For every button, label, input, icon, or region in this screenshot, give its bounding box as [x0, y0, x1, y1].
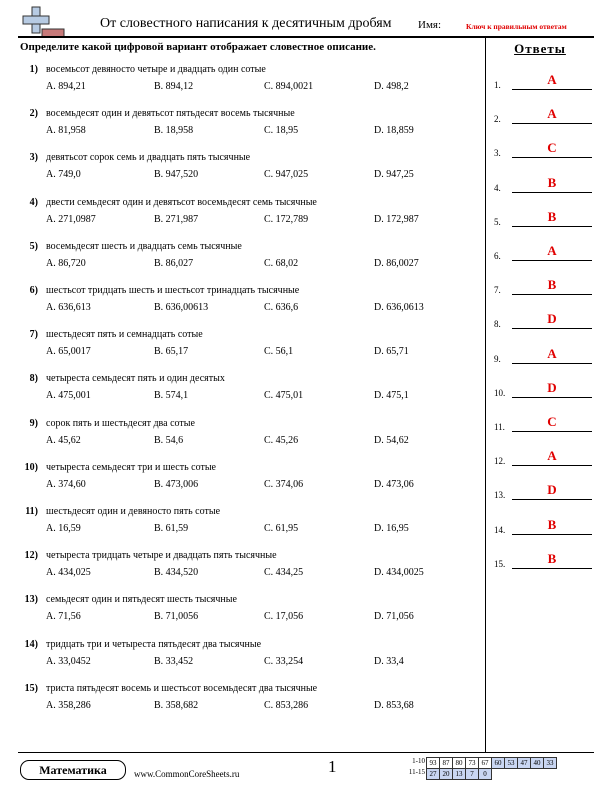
name-label: Имя:: [418, 19, 442, 31]
answer-option: B. 18,958: [154, 125, 194, 137]
question-text: восемьдесят шесть и двадцать семь тысячные: [46, 240, 242, 252]
answer-option: B. 271,987: [154, 213, 199, 225]
answer-option: C. 172,789: [264, 213, 309, 225]
score-cell: 60: [491, 757, 505, 769]
score-row-label: 11-15: [408, 768, 425, 776]
answer-option: B. 33,452: [154, 655, 194, 667]
answer-letter: B: [547, 516, 557, 532]
answer-number: 15.: [494, 558, 506, 569]
answer-option: B. 71,0056: [154, 611, 199, 623]
score-cell: 53: [504, 757, 518, 769]
score-cell: 87: [439, 757, 453, 769]
question-text: четыреста семьдесят три и шесть сотые: [46, 461, 216, 473]
answer-number: 3.: [494, 148, 501, 159]
answer-option: C. 68,02: [264, 257, 299, 269]
answer-number: 2.: [494, 114, 501, 125]
answer-letter: A: [547, 106, 557, 122]
question-item: [20, 285, 480, 325]
question-number: 4): [29, 196, 38, 208]
answer-letter: C: [547, 414, 557, 429]
answer-option: B. 358,682: [154, 699, 199, 711]
question-number: 8): [29, 373, 38, 385]
question-item: [20, 241, 480, 281]
score-row-label: 1-10: [412, 757, 425, 765]
answer-option: D. 636,0613: [374, 302, 424, 313]
question-text: восемьдесят один и девятьсот пятьдесят восемь тысячные: [46, 108, 295, 120]
answer-option: B. 61,59: [154, 523, 189, 534]
brand-badge: Математика: [20, 760, 126, 780]
answer-letter: B: [547, 550, 557, 566]
answers-title: Ответы: [514, 41, 566, 56]
answer-option: D. 434,0025: [374, 567, 424, 579]
answer-line: [512, 431, 592, 432]
score-cell: 7: [465, 768, 479, 780]
answer-option: A. 749,0: [46, 169, 81, 181]
score-cells: [427, 768, 492, 780]
answer-number: 10.: [494, 387, 506, 398]
answer-letter: B: [547, 208, 557, 224]
answer-option: A. 16,59: [46, 523, 81, 534]
answer-letter: D: [547, 311, 557, 327]
answer-option: C. 475,01: [264, 390, 304, 402]
question-item: [20, 506, 480, 546]
answer-slot: [494, 543, 594, 577]
answer-number: 7.: [494, 285, 501, 296]
answer-option: D. 172,987: [374, 213, 419, 225]
answer-option: C. 636,6: [264, 302, 299, 313]
question-number: 11): [25, 506, 38, 517]
answer-option: C. 853,286: [264, 699, 309, 711]
answer-option: A. 358,286: [46, 699, 91, 711]
answer-slot: [494, 338, 594, 372]
answer-line: [512, 192, 592, 193]
answer-option: A. 636,613: [46, 302, 91, 313]
site-url: www.CommonCoreSheets.ru: [134, 769, 240, 779]
answer-option: D. 16,95: [374, 523, 409, 534]
question-number: 1): [29, 64, 38, 75]
score-cell: 20: [439, 768, 453, 780]
question-number: 3): [29, 152, 38, 164]
question-text: семьдесят один и пятьдесят шесть тысячные: [46, 594, 237, 606]
answer-slot: [494, 64, 594, 98]
question-number: 7): [29, 329, 38, 341]
answer-line: [512, 123, 592, 124]
answer-option: C. 894,0021: [264, 81, 314, 92]
answer-option: C. 56,1: [264, 346, 294, 358]
score-cell: 80: [452, 757, 466, 769]
instructions: Определите какой цифровой вариант отображает словестное описание.: [20, 41, 376, 53]
question-item: [20, 462, 480, 502]
answer-option: B. 947,520: [154, 169, 199, 181]
answer-slot: [494, 269, 594, 303]
answer-option: D. 18,859: [374, 125, 414, 137]
answer-option: C. 947,025: [264, 169, 309, 181]
answer-slot: [494, 235, 594, 269]
question-number: 6): [29, 285, 38, 296]
answer-number: 4.: [494, 182, 501, 193]
answer-option: B. 434,520: [154, 567, 199, 579]
question-text: четыреста семьдесят пять и один десятых: [46, 373, 225, 385]
answer-option: D. 65,71: [374, 346, 409, 358]
question-number: 12): [24, 550, 38, 562]
answer-option: D. 853,68: [374, 699, 414, 711]
answer-option: C. 33,254: [264, 655, 304, 667]
answer-option: B. 65,17: [154, 346, 189, 358]
question-item: [20, 152, 480, 192]
question-item: [20, 683, 480, 723]
question-number: 9): [29, 417, 38, 429]
score-cell: 73: [465, 757, 479, 769]
answer-option: A. 86,720: [46, 257, 86, 269]
question-text: сорок пять и шестьдесят два сотые: [46, 417, 195, 429]
answer-slot: [494, 98, 594, 132]
answer-letter: D: [547, 482, 557, 498]
page-title: От словестного написания к десятичным дробям: [100, 16, 392, 31]
score-cell: 0: [478, 768, 492, 780]
answer-line: [512, 226, 592, 227]
answer-option: D. 33,4: [374, 655, 404, 667]
question-text: шестьсот тридцать шесть и шестьсот тринадцать тысячные: [46, 285, 300, 296]
answer-slot: [494, 167, 594, 201]
question-text: четыреста тридцать четыре и двадцать пять тысячные: [46, 550, 277, 562]
answer-option: B. 894,12: [154, 81, 194, 92]
answer-line: [512, 157, 592, 158]
answer-number: 9.: [494, 353, 501, 364]
answer-line: [512, 294, 592, 295]
answer-option: D. 475,1: [374, 390, 409, 402]
answer-option: A. 271,0987: [46, 213, 96, 225]
answer-slot: [494, 201, 594, 235]
answer-slot: [494, 474, 594, 508]
answer-option: C. 434,25: [264, 567, 304, 579]
answer-option: D. 71,056: [374, 611, 414, 623]
question-item: [20, 594, 480, 634]
answer-slot: [494, 132, 594, 166]
question-number: 5): [29, 240, 38, 252]
answer-option: D. 86,0027: [374, 257, 419, 269]
answer-line: [512, 260, 592, 261]
answer-option: D. 947,25: [374, 169, 414, 181]
answer-number: 12.: [494, 456, 506, 467]
question-number: 13): [24, 594, 38, 606]
answer-option: C. 45,26: [264, 434, 299, 446]
question-item: [20, 639, 480, 679]
answer-line: [512, 534, 592, 535]
answer-option: B. 636,00613: [154, 302, 209, 313]
answer-slot: [494, 406, 594, 440]
question-text: девятьсот сорок семь и двадцать пять тысячные: [46, 152, 251, 164]
answers-column-divider: [485, 36, 486, 752]
answer-number: 8.: [494, 319, 501, 330]
score-cell: 93: [426, 757, 440, 769]
question-text: тридцать три и четыреста пятьдесят два тысячные: [46, 638, 262, 650]
question-text: триста пятьдесят восемь и шестьсот восемьдесят два тысячные: [46, 682, 318, 694]
answer-letter: B: [547, 174, 557, 190]
answer-number: 1.: [494, 80, 501, 90]
answer-line: [512, 568, 592, 569]
question-item: [20, 197, 480, 237]
answer-line: [512, 328, 592, 329]
answer-slot: [494, 303, 594, 337]
answer-letter: D: [547, 379, 557, 395]
score-cell: 40: [530, 757, 544, 769]
answer-letter: A: [547, 72, 557, 87]
question-item: [20, 418, 480, 458]
answer-option: A. 475,001: [46, 390, 91, 402]
answer-number: 5.: [494, 216, 501, 227]
answer-option: C. 61,95: [264, 523, 299, 534]
question-number: 15): [24, 682, 38, 694]
answer-line: [512, 89, 592, 90]
answer-option: D. 473,06: [374, 478, 414, 490]
answer-option: A. 374,60: [46, 478, 86, 490]
answer-line: [512, 397, 592, 398]
question-text: двести семьдесят один и девятьсот восемьдесят семь тысячные: [46, 196, 317, 208]
answer-option: A. 894,21: [46, 81, 86, 92]
answer-line: [512, 363, 592, 364]
answer-option: B. 574,1: [154, 390, 189, 402]
answer-letter: A: [547, 243, 557, 258]
score-cell: 13: [452, 768, 466, 780]
footer-divider: [18, 752, 594, 753]
question-number: 10): [24, 461, 38, 473]
answer-key-label: Ключ к правильным ответам: [466, 22, 567, 31]
question-item: [20, 329, 480, 369]
answer-number: 6.: [494, 251, 501, 261]
question-item: [20, 550, 480, 590]
answer-option: A. 33,0452: [46, 655, 91, 667]
score-cell: 27: [426, 768, 440, 780]
answer-number: 11.: [494, 422, 505, 432]
score-cell: 67: [478, 757, 492, 769]
answer-option: A. 81,958: [46, 125, 86, 137]
answer-letter: C: [547, 140, 557, 156]
answer-option: B. 54,6: [154, 434, 184, 446]
answer-letter: A: [547, 345, 557, 361]
score-cell: 47: [517, 757, 531, 769]
answer-option: B. 86,027: [154, 257, 194, 269]
question-text: восемьсот девяносто четыре и двадцать один сотые: [46, 64, 266, 75]
header-divider: [18, 36, 594, 38]
answer-slot: [494, 509, 594, 543]
answer-option: C. 374,06: [264, 478, 304, 490]
answer-option: B. 473,006: [154, 478, 199, 490]
answer-number: 13.: [494, 490, 506, 501]
answer-letter: B: [547, 277, 557, 293]
answer-line: [512, 465, 592, 466]
question-item: [20, 108, 480, 148]
answer-option: A. 45,62: [46, 434, 81, 446]
answer-option: C. 18,95: [264, 125, 299, 137]
question-item: [20, 373, 480, 413]
answer-option: D. 498,2: [374, 81, 409, 92]
answer-number: 14.: [494, 524, 506, 535]
answer-option: C. 17,056: [264, 611, 304, 623]
answer-option: A. 71,56: [46, 611, 81, 623]
score-cell: 33: [543, 757, 557, 769]
answer-option: A. 434,025: [46, 567, 91, 579]
answer-slot: [494, 372, 594, 406]
answer-option: A. 65,0017: [46, 346, 91, 358]
answer-option: D. 54,62: [374, 434, 409, 446]
answer-letter: A: [547, 448, 557, 464]
page-number: 1: [328, 757, 337, 776]
question-text: шестьдесят один и девяносто пять сотые: [46, 506, 221, 517]
question-text: шестьдесят пять и семнадцать сотые: [46, 329, 203, 341]
question-item: [20, 64, 480, 104]
question-number: 14): [24, 638, 38, 650]
question-number: 2): [29, 108, 38, 120]
answer-line: [512, 499, 592, 500]
answer-slot: [494, 440, 594, 474]
